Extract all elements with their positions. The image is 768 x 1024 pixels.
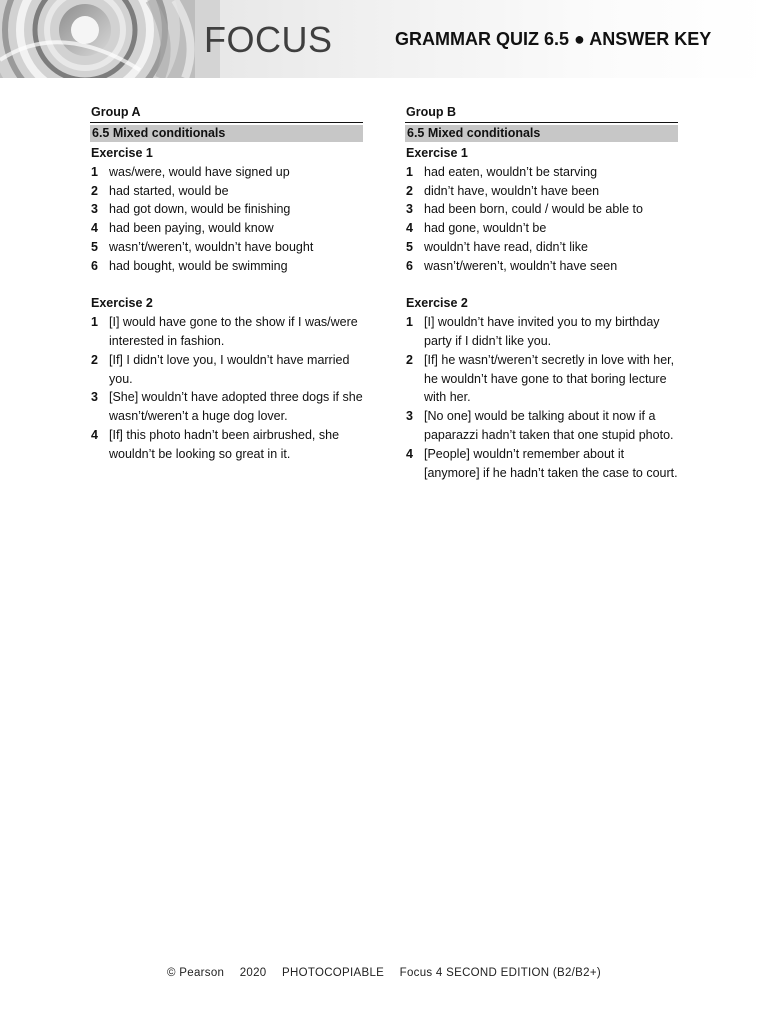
list-item — [90, 313, 363, 351]
exercise-2-list — [405, 313, 678, 482]
item-number: 1 — [91, 315, 98, 330]
list-item — [90, 238, 363, 257]
item-number: 2 — [406, 352, 413, 367]
list-item — [90, 388, 363, 426]
list-item — [405, 182, 678, 201]
item-number: 2 — [91, 352, 98, 367]
list-item — [90, 163, 363, 182]
list-item — [405, 257, 678, 276]
exercise-2-title: Exercise 2 — [91, 296, 153, 311]
exercise-1-list — [90, 163, 363, 276]
item-text: had started, would be — [109, 183, 229, 198]
divider — [90, 122, 363, 123]
item-text: had gone, wouldn’t be — [424, 221, 547, 236]
list-item — [90, 351, 363, 389]
item-text: [If] this photo hadn’t been airbrushed, she wouldn’t be looking so great in it. — [109, 427, 340, 461]
item-number: 3 — [406, 409, 413, 424]
divider — [405, 122, 678, 123]
item-number: 2 — [91, 183, 98, 198]
footer-photocopiable: PHOTOCOPIABLE — [282, 967, 385, 979]
group-title: Group B — [406, 105, 456, 119]
footer-year: 2020 — [239, 967, 267, 979]
exercise-1-title: Exercise 1 — [91, 146, 153, 160]
list-item — [405, 445, 678, 483]
item-text: [I] would have gone to the show if I was/were interested in fashion. — [109, 315, 358, 348]
item-text: wasn’t/weren’t, wouldn’t have bought — [109, 239, 314, 254]
list-item — [405, 163, 678, 182]
list-item — [405, 351, 678, 407]
group-title: Group A — [91, 105, 141, 119]
item-number: 5 — [91, 239, 98, 254]
item-text: [She] wouldn’t have adopted three dogs if she wasn’t/weren’t a huge dog lover. — [109, 390, 363, 424]
page-footer — [0, 964, 768, 982]
item-text: had been paying, would know — [109, 221, 274, 236]
item-text: [If] I didn’t love you, I wouldn’t have married you. — [109, 352, 350, 386]
item-number: 4 — [406, 221, 413, 236]
section-heading: 6.5 Mixed conditionals — [405, 125, 678, 142]
list-item — [405, 200, 678, 219]
footer-copyright: © Pearson — [167, 967, 225, 979]
brand-logo: FOCUS — [204, 19, 333, 60]
list-item — [405, 313, 678, 351]
list-item — [90, 426, 363, 464]
item-number: 4 — [91, 427, 98, 442]
item-number: 4 — [406, 446, 413, 461]
page-header — [0, 0, 768, 78]
list-item — [405, 238, 678, 257]
exercise-2-title: Exercise 2 — [406, 296, 468, 311]
item-number: 3 — [406, 202, 413, 217]
swirl-graphic-icon — [0, 0, 220, 78]
list-item — [405, 407, 678, 445]
group-b-column — [405, 103, 678, 482]
list-item — [90, 257, 363, 276]
spacer — [405, 276, 678, 295]
item-number: 4 — [91, 221, 98, 236]
list-item — [405, 219, 678, 238]
item-text: had been born, could / would be able to — [424, 202, 643, 217]
item-number: 6 — [91, 258, 98, 273]
item-text: [I] wouldn’t have invited you to my birthday party if I didn’t like you. — [424, 315, 660, 348]
exercise-1-title: Exercise 1 — [406, 146, 468, 160]
item-text: didn’t have, wouldn’t have been — [424, 183, 600, 198]
item-number: 3 — [91, 202, 98, 217]
footer-edition: Focus 4 SECOND EDITION (B2/B2+) — [399, 967, 601, 979]
exercise-1-list — [405, 163, 678, 276]
item-text: wasn’t/weren’t, wouldn’t have seen — [424, 258, 618, 273]
item-number: 6 — [406, 258, 413, 273]
section-heading: 6.5 Mixed conditionals — [90, 125, 363, 142]
exercise-2-list — [90, 313, 363, 463]
item-text: wouldn’t have read, didn’t like — [424, 239, 588, 254]
item-number: 3 — [91, 390, 98, 405]
item-text: had bought, would be swimming — [109, 258, 288, 273]
list-item — [90, 219, 363, 238]
list-item — [90, 182, 363, 201]
item-text: [No one] would be talking about it now if a paparazzi hadn’t taken that one stupid photo. — [424, 409, 674, 442]
item-number: 2 — [406, 183, 413, 198]
item-number: 5 — [406, 239, 413, 254]
item-text: had got down, would be finishing — [109, 202, 291, 217]
item-text: [People] wouldn’t remember about it [anymore] if he hadn’t taken the case to court. — [424, 446, 678, 480]
item-text: had eaten, wouldn’t be starving — [424, 164, 598, 179]
item-number: 1 — [406, 315, 413, 330]
item-number: 1 — [406, 164, 413, 179]
group-a-column — [90, 103, 363, 464]
item-text: was/were, would have signed up — [109, 164, 290, 179]
spacer — [90, 276, 363, 295]
list-item — [90, 200, 363, 219]
item-text: [If] he wasn’t/weren’t secretly in love with her, he wouldn’t have gone to that boring lecture with her. — [424, 352, 675, 405]
item-number: 1 — [91, 164, 98, 179]
page-title: GRAMMAR QUIZ 6.5 ● ANSWER KEY — [395, 29, 712, 49]
